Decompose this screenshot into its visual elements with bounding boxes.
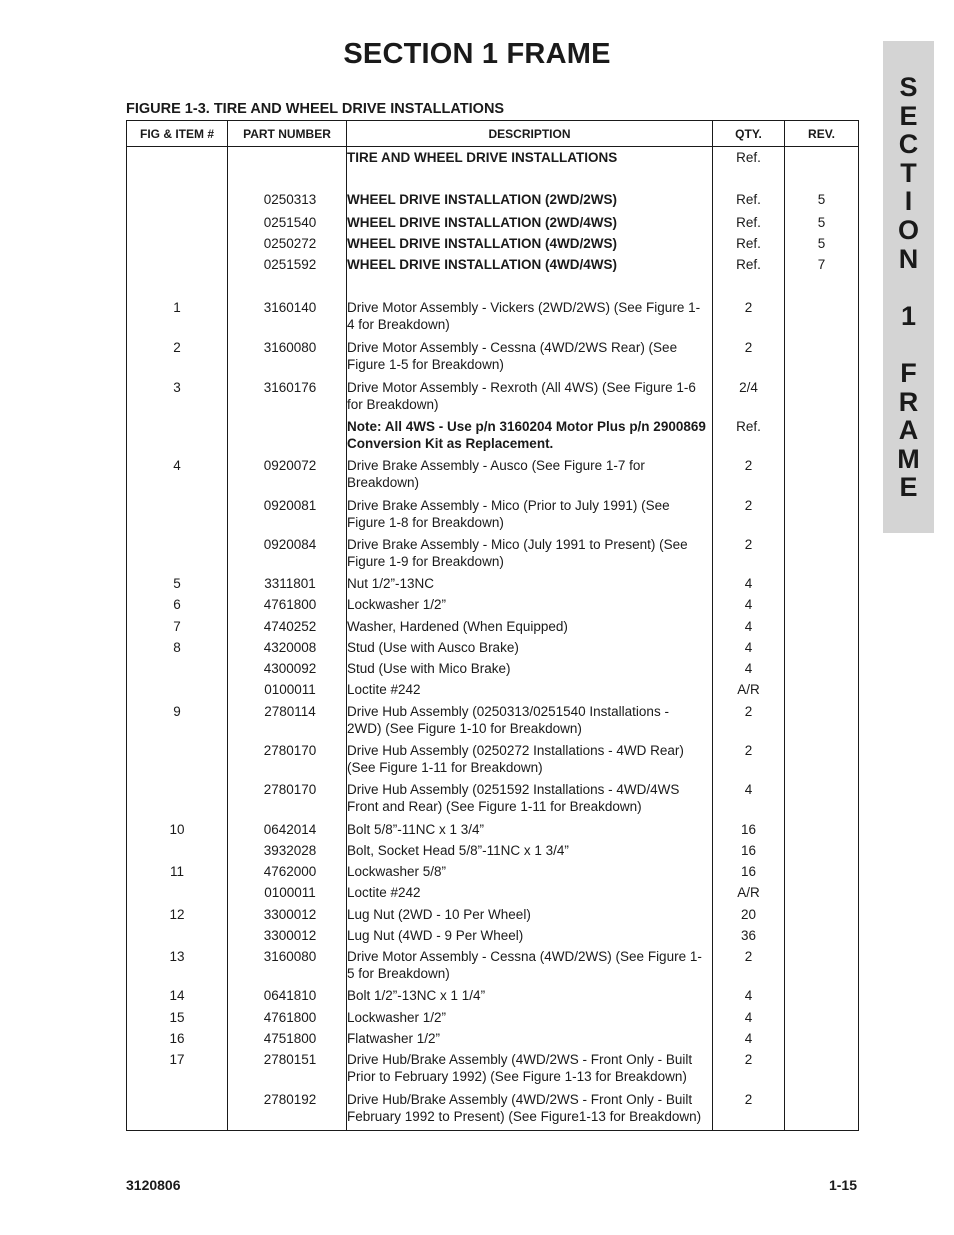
side-tab-letter: R: [898, 386, 919, 417]
rev-cell: [785, 681, 859, 702]
qty-cell: 4: [713, 1030, 785, 1051]
part-number-cell: 3160176: [228, 379, 347, 418]
qty-cell: Ref.: [713, 418, 785, 457]
rev-cell: [785, 742, 859, 781]
description-cell: Drive Brake Assembly - Mico (July 1991 to Present) (See Figure 1-9 for Breakdown): [347, 536, 713, 575]
part-number-cell: [228, 147, 347, 171]
table-row: [127, 842, 859, 863]
description-cell: Lockwasher 1/2”: [347, 596, 713, 617]
part-number-cell: 0250272: [228, 235, 347, 256]
header-fig-item: FIG & ITEM #: [127, 121, 228, 147]
qty-cell: Ref.: [713, 147, 785, 171]
rev-cell: [785, 278, 859, 340]
part-number-cell: 3932028: [228, 842, 347, 863]
fig-item-cell: 2: [127, 339, 228, 378]
rev-cell: [785, 1030, 859, 1051]
rev-cell: [785, 639, 859, 660]
qty-cell: 16: [713, 842, 785, 863]
header-part-number: PART NUMBER: [228, 121, 347, 147]
rev-cell: [785, 927, 859, 948]
qty-cell: 2: [713, 1091, 785, 1130]
description-cell: Lockwasher 5/8”: [347, 863, 713, 884]
part-number-cell: 4751800: [228, 1030, 347, 1051]
side-tab-letter: A: [898, 415, 919, 446]
fig-item-cell: [127, 418, 228, 457]
description-cell: Note: All 4WS - Use p/n 3160204 Motor Plus p/n 2900869 Conversion Kit as Replacement.: [347, 418, 713, 457]
description-cell: Drive Hub Assembly (0251592 Installations - 4WD/4WS Front and Rear) (See Figure 1-11 for Breakdown): [347, 781, 713, 820]
rev-cell: [785, 497, 859, 536]
rev-cell: [785, 863, 859, 884]
fig-item-cell: [127, 256, 228, 277]
figure-title: FIGURE 1-3. TIRE AND WHEEL DRIVE INSTALLATIONS: [126, 101, 505, 117]
parts-table-body: [127, 147, 859, 1131]
fig-item-cell: [127, 742, 228, 781]
table-row: [127, 379, 859, 418]
qty-cell: 4: [713, 660, 785, 681]
qty-cell: 4: [713, 987, 785, 1008]
fig-item-cell: [127, 681, 228, 702]
fig-item-cell: [127, 170, 228, 214]
fig-item-cell: 12: [127, 906, 228, 927]
rev-cell: [785, 147, 859, 171]
fig-item-cell: [127, 235, 228, 256]
description-cell: Bolt 1/2”-13NC x 1 1/4”: [347, 987, 713, 1008]
description-cell: Drive Hub Assembly (0250313/0251540 Installations - 2WD) (See Figure 1-10 for Breakdown): [347, 703, 713, 742]
table-row: [127, 781, 859, 820]
description-cell: Drive Motor Assembly - Vickers (2WD/2WS) (See Figure 1-4 for Breakdown): [347, 278, 713, 340]
fig-item-cell: 10: [127, 821, 228, 842]
table-row: [127, 681, 859, 702]
part-number-cell: 3300012: [228, 906, 347, 927]
fig-item-cell: 8: [127, 639, 228, 660]
qty-cell: 36: [713, 927, 785, 948]
description-cell: Loctite #242: [347, 884, 713, 905]
qty-cell: A/R: [713, 884, 785, 905]
rev-cell: [785, 821, 859, 842]
fig-item-cell: 14: [127, 987, 228, 1008]
part-number-cell: 0920072: [228, 457, 347, 496]
description-cell: Lockwasher 1/2”: [347, 1009, 713, 1030]
description-cell: Drive Hub/Brake Assembly (4WD/2WS - Front Only - Built Prior to February 1992) (See Figure 1-13 for Breakdown): [347, 1051, 713, 1090]
qty-cell: Ref.: [713, 256, 785, 277]
table-row: [127, 1091, 859, 1130]
table-row: [127, 703, 859, 742]
qty-cell: 4: [713, 639, 785, 660]
header-description: DESCRIPTION: [347, 121, 713, 147]
table-filler-row: [127, 1130, 859, 1131]
description-cell: Drive Brake Assembly - Mico (Prior to July 1991) (See Figure 1-8 for Breakdown): [347, 497, 713, 536]
qty-cell: 16: [713, 821, 785, 842]
side-tab-letter: O: [897, 214, 919, 245]
rev-cell: [785, 842, 859, 863]
description-cell: Drive Hub Assembly (0250272 Installations - 4WD Rear) (See Figure 1-11 for Breakdown): [347, 742, 713, 781]
side-tab-letter: N: [898, 243, 919, 274]
table-row: [127, 863, 859, 884]
table-row: [127, 927, 859, 948]
qty-cell: 2: [713, 536, 785, 575]
qty-cell: 4: [713, 618, 785, 639]
part-number-cell: 2780151: [228, 1051, 347, 1090]
fig-item-cell: [127, 147, 228, 171]
table-row: [127, 742, 859, 781]
description-cell: Lug Nut (2WD - 10 Per Wheel): [347, 906, 713, 927]
header-qty: QTY.: [713, 121, 785, 147]
part-number-cell: 0100011: [228, 884, 347, 905]
table-row: [127, 821, 859, 842]
part-number-cell: 3300012: [228, 927, 347, 948]
rev-cell: [785, 575, 859, 596]
qty-cell: 2: [713, 339, 785, 378]
table-row: [127, 339, 859, 378]
part-number-cell: 4761800: [228, 596, 347, 617]
table-row: [127, 235, 859, 256]
qty-cell: 4: [713, 596, 785, 617]
table-row: [127, 596, 859, 617]
qty-cell: 2: [713, 742, 785, 781]
description-cell: Drive Motor Assembly - Cessna (4WD/2WS) (See Figure 1-5 for Breakdown): [347, 948, 713, 987]
rev-cell: [785, 596, 859, 617]
filler-cell: [713, 1130, 785, 1131]
description-cell: Drive Motor Assembly - Rexroth (All 4WS) (See Figure 1-6 for Breakdown): [347, 379, 713, 418]
description-cell: WHEEL DRIVE INSTALLATION (2WD/4WS): [347, 214, 713, 235]
part-number-cell: 0642014: [228, 821, 347, 842]
part-number-cell: 3160080: [228, 948, 347, 987]
table-row: [127, 1009, 859, 1030]
part-number-cell: 4320008: [228, 639, 347, 660]
qty-cell: 20: [713, 906, 785, 927]
description-cell: Drive Brake Assembly - Ausco (See Figure 1-7 for Breakdown): [347, 457, 713, 496]
rev-cell: [785, 1009, 859, 1030]
rev-cell: [785, 418, 859, 457]
table-row: [127, 884, 859, 905]
part-number-cell: 0250313: [228, 170, 347, 214]
description-cell: Bolt 5/8”-11NC x 1 3/4”: [347, 821, 713, 842]
part-number-cell: 2780192: [228, 1091, 347, 1130]
fig-item-cell: [127, 927, 228, 948]
table-row: [127, 536, 859, 575]
description-cell: Lug Nut (4WD - 9 Per Wheel): [347, 927, 713, 948]
fig-item-cell: 7: [127, 618, 228, 639]
side-tab-letter: T: [900, 157, 917, 188]
table-row: [127, 948, 859, 987]
fig-item-cell: 1: [127, 278, 228, 340]
side-tab-letters: [883, 73, 934, 502]
fig-item-cell: [127, 842, 228, 863]
part-number-cell: 0251540: [228, 214, 347, 235]
qty-cell: 4: [713, 781, 785, 820]
qty-cell: 2: [713, 948, 785, 987]
part-number-cell: 0641810: [228, 987, 347, 1008]
filler-cell: [127, 1130, 228, 1131]
qty-cell: 2: [713, 278, 785, 340]
part-number-cell: 4300092: [228, 660, 347, 681]
table-row: [127, 1051, 859, 1090]
rev-cell: [785, 1091, 859, 1130]
rev-cell: 5: [785, 170, 859, 214]
rev-cell: 5: [785, 235, 859, 256]
table-row: [127, 618, 859, 639]
section-title: SECTION 1 FRAME: [343, 38, 611, 70]
rev-cell: 7: [785, 256, 859, 277]
qty-cell: 2: [713, 457, 785, 496]
description-cell: Bolt, Socket Head 5/8”-11NC x 1 3/4”: [347, 842, 713, 863]
table-row: [127, 660, 859, 681]
qty-cell: Ref.: [713, 170, 785, 214]
part-number-cell: 3311801: [228, 575, 347, 596]
qty-cell: 2: [713, 703, 785, 742]
rev-cell: [785, 948, 859, 987]
description-cell: WHEEL DRIVE INSTALLATION (4WD/2WS): [347, 235, 713, 256]
description-cell: Stud (Use with Mico Brake): [347, 660, 713, 681]
qty-cell: 4: [713, 575, 785, 596]
table-row: [127, 987, 859, 1008]
fig-item-cell: 15: [127, 1009, 228, 1030]
description-cell: Washer, Hardened (When Equipped): [347, 618, 713, 639]
fig-item-cell: 5: [127, 575, 228, 596]
fig-item-cell: [127, 660, 228, 681]
rev-cell: [785, 987, 859, 1008]
qty-cell: 2: [713, 497, 785, 536]
filler-cell: [785, 1130, 859, 1131]
rev-cell: [785, 781, 859, 820]
part-number-cell: 0100011: [228, 681, 347, 702]
filler-cell: [347, 1130, 713, 1131]
fig-item-cell: 9: [127, 703, 228, 742]
description-cell: Flatwasher 1/2”: [347, 1030, 713, 1051]
table-row: [127, 457, 859, 496]
qty-cell: 16: [713, 863, 785, 884]
qty-cell: 2/4: [713, 379, 785, 418]
part-number-cell: 3160080: [228, 339, 347, 378]
fig-item-cell: [127, 214, 228, 235]
qty-cell: Ref.: [713, 235, 785, 256]
fig-item-cell: 11: [127, 863, 228, 884]
part-number-cell: [228, 418, 347, 457]
part-number-cell: 4762000: [228, 863, 347, 884]
part-number-cell: 0920081: [228, 497, 347, 536]
parts-table: [126, 120, 859, 1131]
fig-item-cell: [127, 497, 228, 536]
fig-item-cell: [127, 884, 228, 905]
rev-cell: [785, 536, 859, 575]
table-row: [127, 418, 859, 457]
qty-cell: 2: [713, 1051, 785, 1090]
part-number-cell: 3160140: [228, 278, 347, 340]
side-tab-letter: C: [898, 129, 919, 160]
rev-cell: [785, 884, 859, 905]
table-row: [127, 170, 859, 214]
table-row: [127, 147, 859, 171]
filler-cell: [228, 1130, 347, 1131]
description-cell: Loctite #242: [347, 681, 713, 702]
section-side-tab: [883, 41, 934, 533]
rev-cell: [785, 660, 859, 681]
table-row: [127, 575, 859, 596]
description-cell: Stud (Use with Ausco Brake): [347, 639, 713, 660]
part-number-cell: 2780170: [228, 781, 347, 820]
side-tab-letter: F: [900, 357, 917, 388]
fig-item-cell: 17: [127, 1051, 228, 1090]
description-cell: WHEEL DRIVE INSTALLATION (4WD/4WS): [347, 256, 713, 277]
table-row: [127, 497, 859, 536]
description-cell: WHEEL DRIVE INSTALLATION (2WD/2WS): [347, 170, 713, 214]
table-row: [127, 256, 859, 277]
part-number-cell: 4740252: [228, 618, 347, 639]
side-tab-letter: E: [899, 100, 918, 131]
fig-item-cell: 16: [127, 1030, 228, 1051]
fig-item-cell: [127, 781, 228, 820]
qty-cell: Ref.: [713, 214, 785, 235]
part-number-cell: 2780114: [228, 703, 347, 742]
fig-item-cell: 4: [127, 457, 228, 496]
rev-cell: [785, 906, 859, 927]
rev-cell: [785, 457, 859, 496]
part-number-cell: 0251592: [228, 256, 347, 277]
fig-item-cell: 13: [127, 948, 228, 987]
side-tab-letter: M: [897, 443, 920, 474]
part-number-cell: 2780170: [228, 742, 347, 781]
table-row: [127, 1030, 859, 1051]
side-tab-letter: [883, 330, 934, 359]
rev-cell: [785, 1051, 859, 1090]
document-number: 3120806: [126, 1177, 181, 1193]
table-row: [127, 906, 859, 927]
description-cell: TIRE AND WHEEL DRIVE INSTALLATIONS: [347, 147, 713, 171]
qty-cell: 4: [713, 1009, 785, 1030]
fig-item-cell: [127, 1091, 228, 1130]
rev-cell: 5: [785, 214, 859, 235]
qty-cell: A/R: [713, 681, 785, 702]
side-tab-letter: [883, 273, 934, 302]
table-row: [127, 278, 859, 340]
fig-item-cell: [127, 536, 228, 575]
side-tab-letter: I: [904, 186, 913, 217]
description-cell: Drive Hub/Brake Assembly (4WD/2WS - Front Only - Built February 1992 to Present) (See Figure1-13 for Breakdown): [347, 1091, 713, 1130]
part-number-cell: 4761800: [228, 1009, 347, 1030]
table-header-row: [127, 121, 859, 147]
page-number: 1-15: [828, 1177, 857, 1193]
rev-cell: [785, 339, 859, 378]
fig-item-cell: 3: [127, 379, 228, 418]
fig-item-cell: 6: [127, 596, 228, 617]
side-tab-letter: E: [899, 472, 918, 503]
rev-cell: [785, 618, 859, 639]
rev-cell: [785, 703, 859, 742]
part-number-cell: 0920084: [228, 536, 347, 575]
header-rev: REV.: [785, 121, 859, 147]
table-row: [127, 639, 859, 660]
side-tab-letter: 1: [900, 300, 917, 331]
rev-cell: [785, 379, 859, 418]
table-row: [127, 214, 859, 235]
side-tab-letter: S: [899, 72, 918, 102]
description-cell: Drive Motor Assembly - Cessna (4WD/2WS Rear) (See Figure 1-5 for Breakdown): [347, 339, 713, 378]
description-cell: Nut 1/2”-13NC: [347, 575, 713, 596]
